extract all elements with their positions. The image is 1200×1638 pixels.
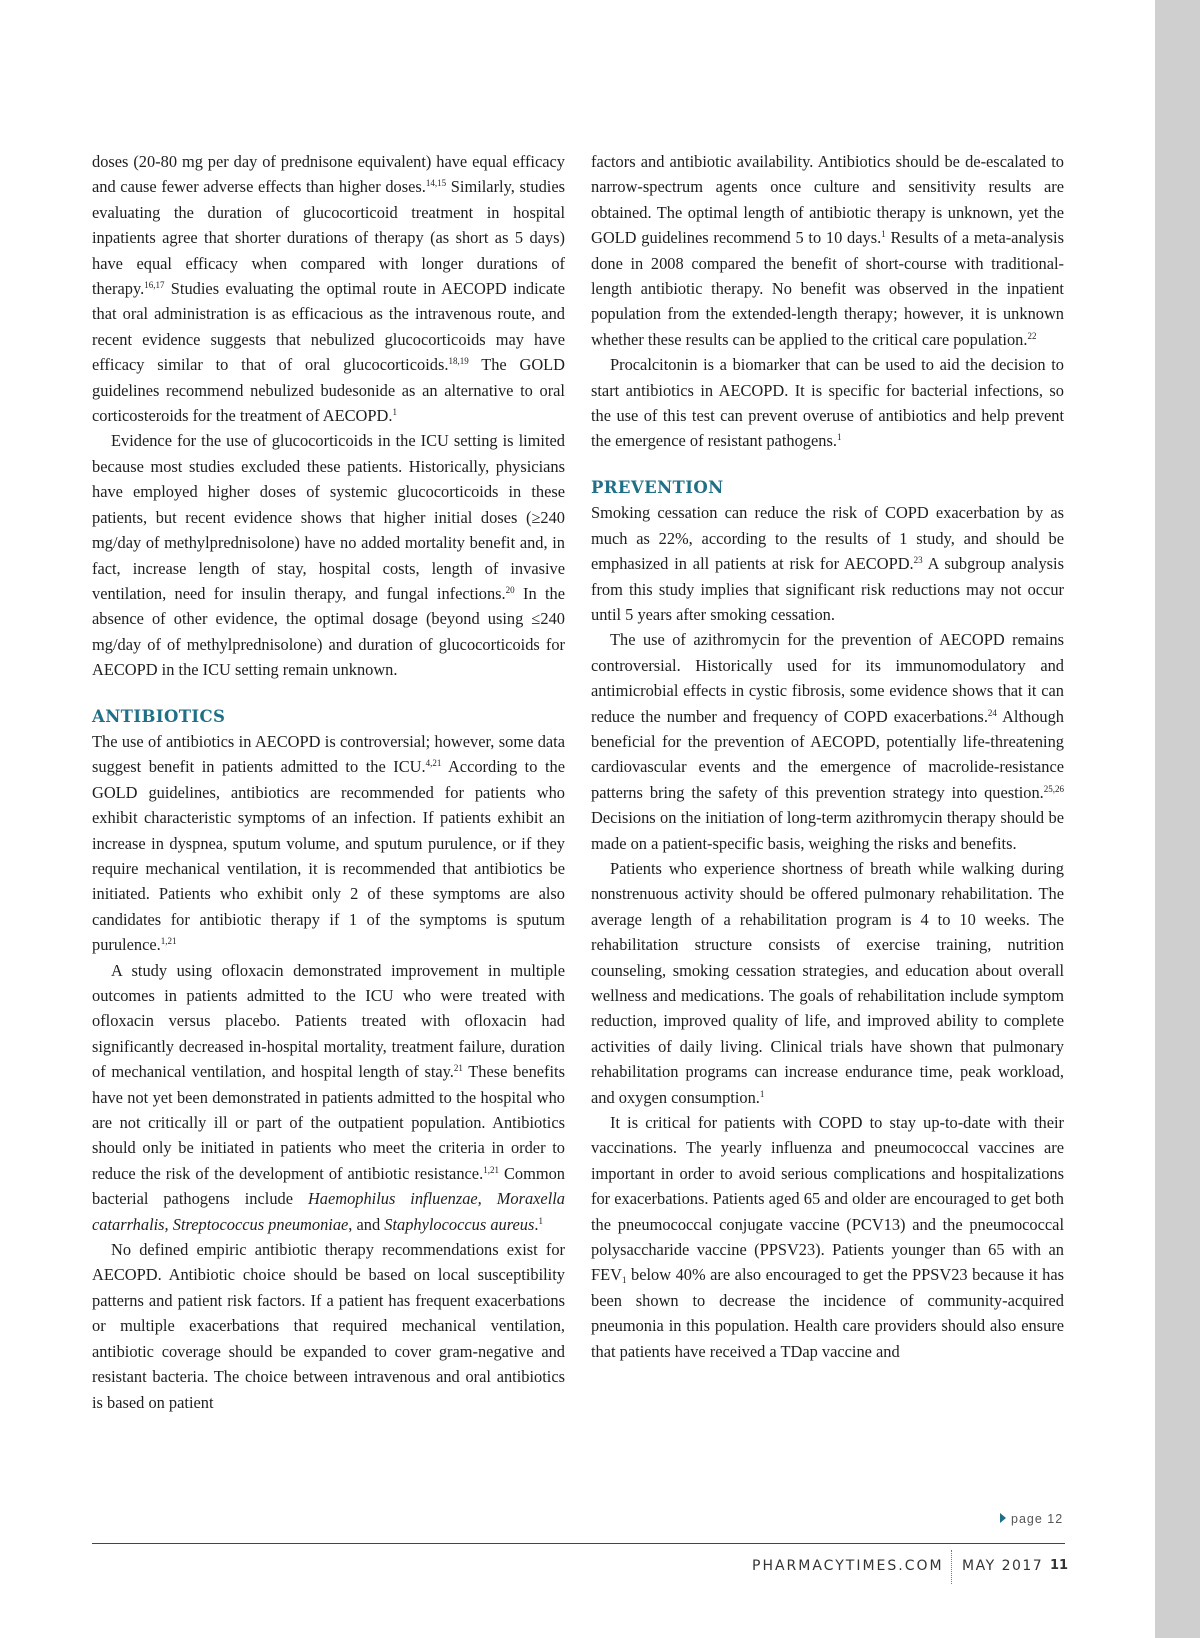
- right-paragraph-5: Patients who experience shortness of breath while walking during nonstrenuous activity should be offered pulmonary rehabilitation. The average length of a rehabilitation program is 4 to 10 weeks. The rehabilitation structure consists of exercise training, nutrition counseling, smoking cessation strategies, and education about overall wellness and medications. The goals of rehabilitation include symptom reduction, improved quality of life, and improved ability to complete activities of daily living. Clinical trials have shown that pulmonary rehabilitation programs can increase endurance time, peak workload, and oxygen consumption.$^1$: [591, 858, 1064, 1107]
- citation: 20: [505, 584, 515, 595]
- citation: 1,21: [160, 936, 177, 947]
- pathogen-name: Staphylococcus aureus: [384, 1214, 535, 1234]
- citation: 21: [453, 1063, 463, 1074]
- right-paragraph-6: It is critical for patients with COPD to stay up-to-date with their vaccinations. The yearly influenza and pneumococcal vaccines are important in order to avoid serious complications and hospitalizations for exacerbations. Patients aged 65 and older are encouraged to get both the pneumococcal conjugate vaccine (PCV13) and the pneumococcal polysaccharide vaccine (PPSV23). Patients younger than 65 with an $FEV_1$ below 40% are also encouraged to get the PPSV23 because it has been shown to decrease the incidence of community-acquired pneumonia in this population. Health care providers should also ensure that patients have received a TDap vaccine and: [591, 1113, 1064, 1361]
- pathogen-names: Haemophilus influenzae, Moraxella catarrhalis, Streptococcus pneumoniae: [92, 1189, 565, 1234]
- footer-divider: [951, 1550, 952, 1584]
- left-paragraph-2: Evidence for the use of glucocorticoids in the ICU setting is limited because most studies excluded these patients. Historically, physicians have employed higher doses of systemic glucocorticoids in these patients, but recent evidence shows that higher initial doses (≥240 mg/day of methylprednisolone) have no added mortality benefit and, in fact, increase length of stay, hospital costs, length of invasive ventilation, need for insulin therapy, and fungal infections.$^{20}$ In the absence of other evidence, the optimal dosage (beyond using ≤240 mg/day of of methylprednisolone) and duration of glucocorticoids for AECOPD in the ICU setting remain unknown.: [92, 431, 565, 680]
- page-number: 11: [1050, 1558, 1069, 1573]
- right-paragraph-3: Smoking cessation can reduce the risk of COPD exacerbation by as much as 22%, according to the results of 1 study, and should be emphasized in all patients at risk for AECOPD.$^{23}$ A subgroup analysis from this study implies that significant risk reductions may not occur until 5 years after smoking cessation.: [591, 503, 1064, 624]
- page-edge-bar: [1155, 0, 1200, 1638]
- citation: 1,21: [483, 1164, 499, 1175]
- citation: 4,21: [425, 758, 442, 769]
- continued-on-page: page 12: [1000, 1512, 1063, 1526]
- right-column: [591, 149, 1064, 1364]
- citation: 1: [392, 407, 397, 418]
- citation: 1: [881, 229, 886, 240]
- citation: 22: [1027, 330, 1037, 341]
- citation: 23: [913, 555, 923, 566]
- footer-site: PHARMACYTIMES.COM: [752, 1558, 944, 1574]
- citation: 18,19: [448, 356, 469, 367]
- citation: 1: [538, 1215, 543, 1226]
- left-column: [92, 149, 565, 1415]
- citation: 16,17: [144, 280, 165, 291]
- citation: 24: [987, 707, 997, 718]
- section-heading-prevention: PREVENTION: [591, 477, 724, 497]
- citation: 1: [759, 1088, 765, 1099]
- left-paragraph-1: doses (20-80 mg per day of prednisone equivalent) have equal efficacy and cause fewer adverse effects than higher doses.$^{14,15}$ Similarly, studies evaluating the duration of glucocorticoid treatment in hospital inpatients agree that shorter durations of therapy (as short as 5 days) have equal efficacy when compared with longer durations of therapy.$^{16,17}$ Studies evaluating the optimal route in AECOPD indicate that oral administration is as efficacious as the intravenous route, and recent evidence suggests that nebulized glucocorticoids may have efficacy similar to that of oral glucocorticoids.$^{18,19}$ The GOLD guidelines recommend nebulized budesonide as an alternative to oral corticosteroids for the treatment of AECOPD.$^1$: [92, 152, 566, 426]
- left-paragraph-3: The use of antibiotics in AECOPD is controversial; however, some data suggest benefit in patients admitted to the ICU.$^{4,21}$ According to the GOLD guidelines, antibiotics are recommended for patients who exhibit characteristic symptoms of an infection. If patients exhibit an increase in dyspnea, sputum volume, and sputum purulence, or if they require mechanical ventilation, it is recommended that antibiotics be initiated. Patients who exhibit only 2 of these symptoms are also candidates for antibiotic therapy if 1 of the symptoms is sputum purulence.$^{1,21}$: [92, 731, 565, 955]
- left-paragraph-5: No defined empiric antibiotic therapy recommendations exist for AECOPD. Antibiotic choice should be based on local susceptibility patterns and patient risk factors. If a patient has frequent exacerbations or multiple exacerbations that required mechanical ventilation, antibiotic coverage should be expanded to cover gram-negative and resistant bacteria. The choice between intravenous and oral antibiotics is based on patient: [92, 1240, 565, 1412]
- footer-rule: [92, 1543, 1065, 1544]
- citation: 1: [836, 432, 842, 443]
- subscript: 1: [621, 1275, 627, 1286]
- section-heading-antibiotics: ANTIBIOTICS: [92, 706, 226, 726]
- citation: 14,15: [425, 178, 447, 189]
- right-paragraph-2: Procalcitonin is a biomarker that can be used to aid the decision to start antibiotics in AECOPD. It is specific for bacterial infections, so the use of this test can prevent overuse of antibiotics and help prevent the emergence of resistant pathogens.$^1$: [591, 355, 1064, 451]
- citation: 25,26: [1043, 783, 1064, 794]
- arrow-right-icon: [1000, 1513, 1006, 1523]
- left-paragraph-4: A study using ofloxacin demonstrated improvement in multiple outcomes in patients admitted to the ICU who were treated with ofloxacin versus placebo. Patients treated with ofloxacin had significantly decreased in-hospital mortality, treatment failure, duration of mechanical ventilation, and hospital length of stay.$^{21}$ These benefits have not yet been demonstrated in patients admitted to the hospital who are not critically ill or part of the outpatient population. Antibiotics should only be initiated in patients who meet the criteria in order to reduce the risk of the development of antibiotic resistance.$^{1,21}$ Common bacterial pathogens include Haemophilus influenzae, Moraxella catarrhalis, Streptococcus pneumoniae, and Staphylococcus aureus.$^1$: [92, 960, 565, 1234]
- right-paragraph-1: factors and antibiotic availability. Antibiotics should be de-escalated to narrow-spectrum agents once culture and sensitivity results are obtained. The optimal length of antibiotic therapy is unknown, yet the GOLD guidelines recommend 5 to 10 days.$^1$ Results of a meta-analysis done in 2008 compared the benefit of short-course with traditional-length antibiotic therapy. No benefit was observed in the inpatient population from the extended-length therapy; however, it is unknown whether these results can be applied to the critical care population.$^{22}$: [591, 152, 1064, 349]
- footer-date: MAY 2017: [962, 1558, 1044, 1574]
- right-paragraph-4: The use of azithromycin for the prevention of AECOPD remains controversial. Historically used for its immunomodulatory and antimicrobial effects in cystic fibrosis, some evidence shows that it can reduce the number and frequency of COPD exacerbations.$^{24}$ Although beneficial for the prevention of AECOPD, potentially life-threatening cardiovascular events and the emergence of macrolide-resistance patterns bring the safety of this prevention strategy into question.$^{25,26}$ Decisions on the initiation of long-term azithromycin therapy should be made on a patient-specific basis, weighing the risks and benefits.: [591, 630, 1064, 853]
